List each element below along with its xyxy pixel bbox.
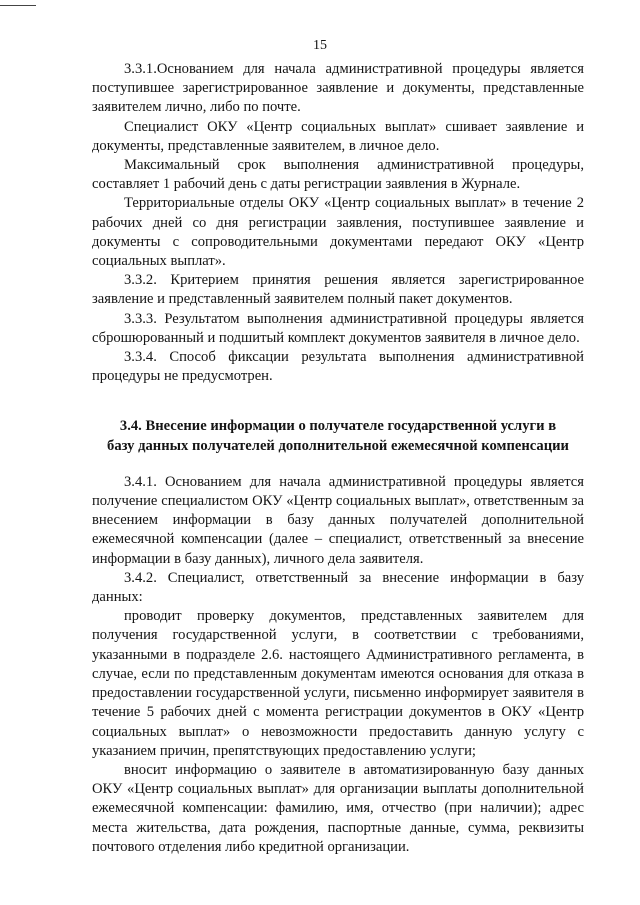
section-heading-3-4 <box>92 417 584 455</box>
paragraph-3-3-2: 3.3.2. Критерием принятия решения является зарегистрированное заявление и представленный заявителем полный пакет документов. <box>92 272 584 308</box>
paragraph-3-3-4: 3.3.4. Способ фиксации результата выполнения административной процедуры не предусмотрен. <box>92 349 584 385</box>
paragraph-specialist-binds-file: Специалист ОКУ «Центр социальных выплат» сшивает заявление и документы, представленные заявителем, в личное дело. <box>92 118 584 154</box>
paragraph-territorial-offices: Территориальные отделы ОКУ «Центр социальных выплат» в течение 2 рабочих дней со дня регистрации заявления, поступившее заявление и документы с сопроводительными документами передают ОКУ «Центр социальных выплат». <box>92 195 584 270</box>
section-heading-line-2: базу данных получателей дополнительной ежемесячной компенсации <box>107 437 569 454</box>
page-number: 15 <box>313 38 327 53</box>
paragraph-enters-information: вносит информацию о заявителе в автоматизированную базу данных ОКУ «Центр социальных выплат» для организации выплаты дополнительной ежемесячной компенсации: фамилию, имя, отчество (при наличии); адрес места жительства, дата рождения, паспортные данные, сумма, реквизиты почтового отделения либо кредитной организации. <box>92 761 584 855</box>
paragraph-3-4-2: 3.4.2. Специалист, ответственный за внесение информации в базу данных: <box>92 569 584 606</box>
paragraph-3-3-3: 3.3.3. Результатом выполнения административной процедуры является сброшюрованный и подшитый комплект документов заявителя в личное дело. <box>92 310 584 346</box>
section-heading-line-1: 3.4. Внесение информации о получателе государственной услуги в <box>119 418 557 435</box>
paragraph-max-duration: Максимальный срок выполнения административной процедуры, составляет 1 рабочий день с даты регистрации заявления в Журнале. <box>92 157 584 193</box>
document-body <box>92 60 584 857</box>
paragraph-3-3-1: 3.3.1.Основанием для начала административной процедуры является поступившее зарегистрированное заявление и документы, представленные заявителем лично, либо по почте. <box>92 61 584 116</box>
scan-edge-mark <box>0 5 36 6</box>
paragraph-3-4-1: 3.4.1. Основанием для начала административной процедуры является получение специалистом ОКУ «Центр социальных выплат», ответственным за внесением информации в базу данных получателей дополнительной ежемесячной компенсации (далее – специалист, ответственный за внесение информации в базу данных), личного дела заявителя. <box>92 473 584 567</box>
paragraph-checks-documents: проводит проверку документов, представленных заявителем для получения государственной услуги, в соответствии с требованиями, указанными в подразделе 2.6. настоящего Административного регламента, в случае, если по представленным документам имеются основания для отказа в предоставлении государственной услуги, письменно информирует заявителя в течение 5 рабочих дней с момента регистрации документов в ОКУ «Центр социальных выплат» о невозможности предоставить данную услугу с указанием причин, препятствующих предоставлению услуги; <box>92 608 584 759</box>
